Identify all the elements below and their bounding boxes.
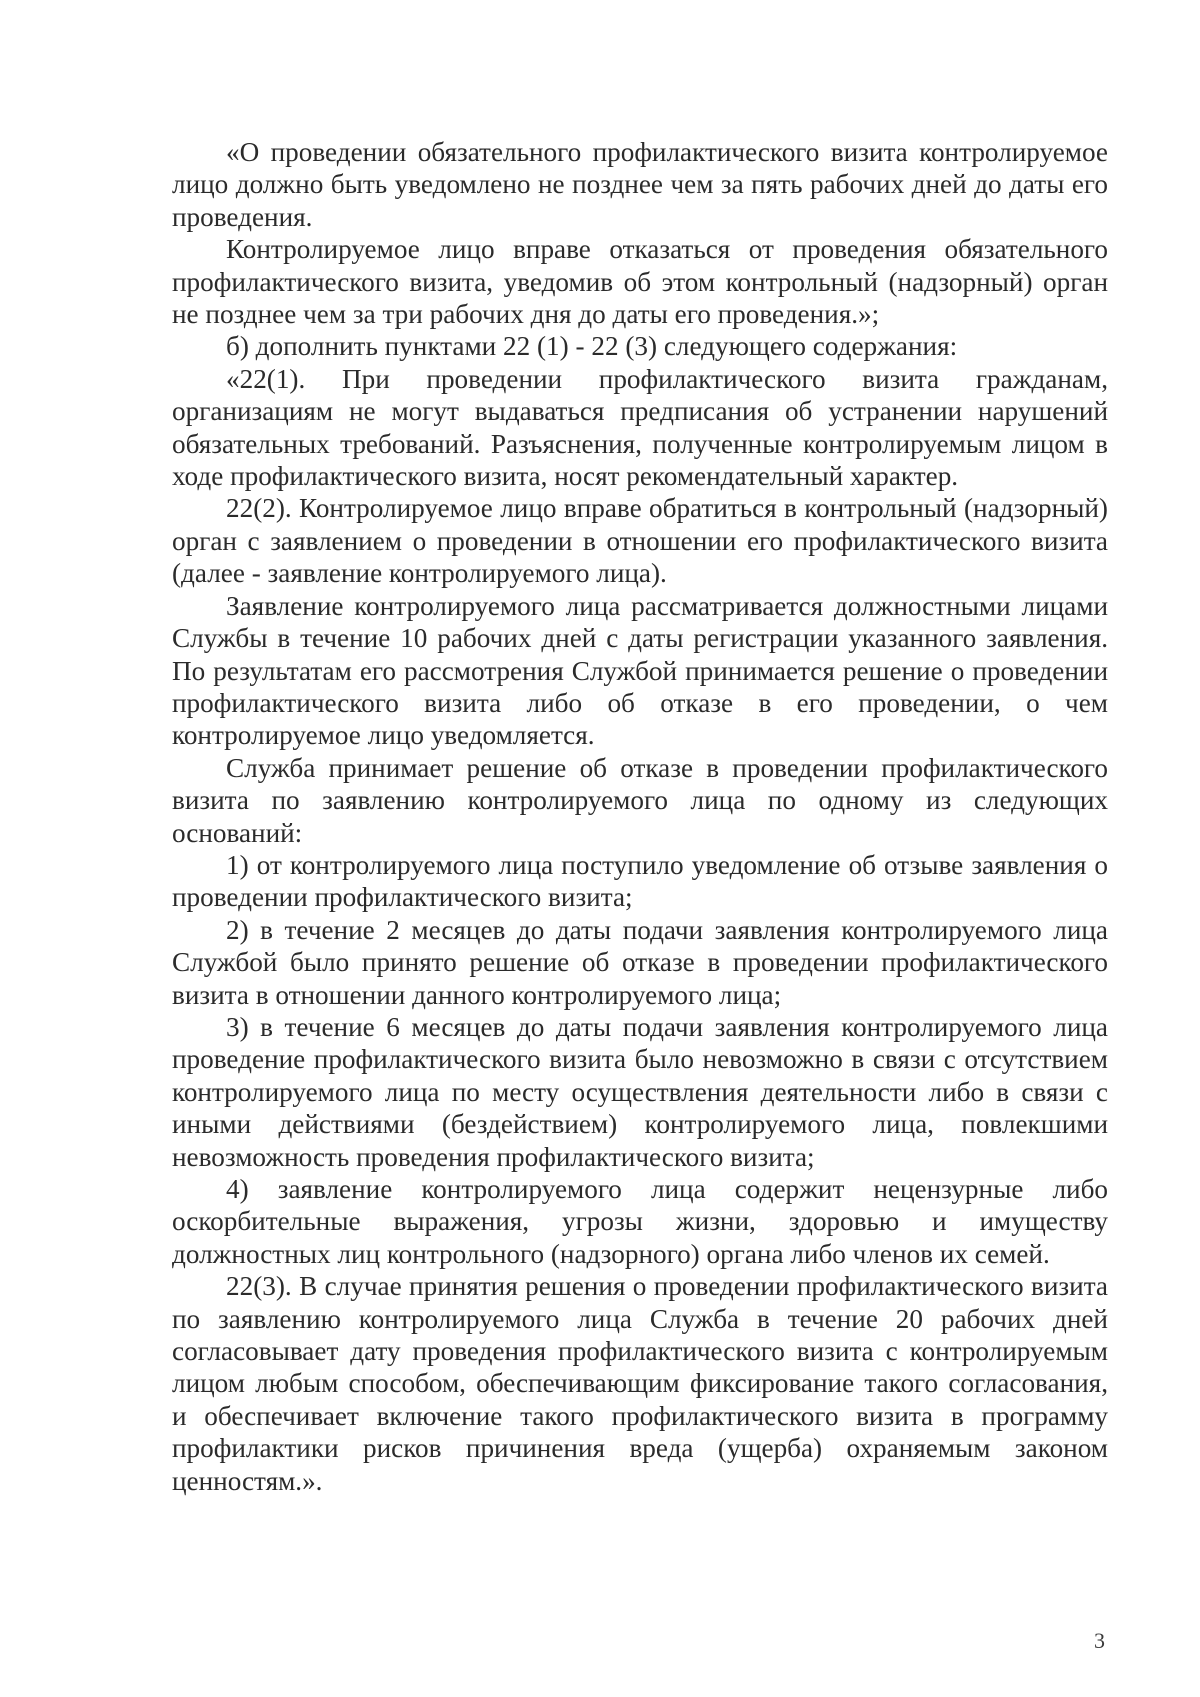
paragraph-amendment-b: б) дополнить пунктами 22 (1) - 22 (3) следующего содержания:: [226, 331, 958, 362]
paragraph-ground-2: 2) в течение 2 месяцев до даты подачи заявления контролируемого лица Службой было принято решение об отказе в проведении профилактического визита в отношении данного контролируемого лица;: [172, 914, 1108, 1010]
document-body: [172, 136, 1108, 1497]
paragraph-ground-4: 4) заявление контролируемого лица содержит нецензурные либо оскорбительные выражения, угрозы жизни, здоровью и имуществу должностных лиц контрольного (надзорного) органа либо членов их семей.: [172, 1174, 1108, 1269]
paragraph-ground-1: 1) от контролируемого лица поступило уведомление об отзыве заявления о проведении профилактического визита;: [172, 849, 1108, 913]
paragraph-right-to-refuse: Контролируемое лицо вправе отказаться от проведения обязательного профилактического визита, уведомив об этом контрольный (надзорный) орган не позднее чем за три рабочих дня до даты его проведения.»;: [172, 234, 1108, 330]
paragraph-refusal-grounds: Служба принимает решение об отказе в проведении профилактического визита по заявлению контролируемого лица по одному из следующих оснований:: [172, 752, 1108, 848]
paragraph-clause-22-3: 22(3). В случае принятия решения о проведении профилактического визита по заявлению контролируемого лица Служба в течение 20 рабочих дней согласовывает дату проведения профилактического визита с контролируемым лицом любым способом, обеспечивающим фиксирование такого согласования, и обеспечивает включение такого профилактического визита в программу профилактики рисков причинения вреда (ущерба) охраняемым законом ценностям.».: [172, 1271, 1108, 1496]
paragraph-notice-mandatory-visit: «О проведении обязательного профилактического визита контролируемое лицо должно быть уведомлено не позднее чем за пять рабочих дней до даты его проведения.: [172, 137, 1108, 232]
page-number: 3: [1094, 1628, 1105, 1653]
paragraph-application-review: Заявление контролируемого лица рассматривается должностными лицами Службы в течение 10 рабочих дней с даты регистрации указанного заявления. По результатам его рассмотрения Службой принимается решение о проведении профилактического визита либо об отказе в его проведении, о чем контролируемое лицо уведомляется.: [172, 590, 1108, 751]
paragraph-clause-22-1: «22(1). При проведении профилактического визита гражданам, организациям не могут выдаваться предписания об устранении нарушений обязательных требований. Разъяснения, полученные контролируемым лицом в ходе профилактического визита, носят рекомендательный характер.: [172, 363, 1108, 492]
paragraph-ground-3: 3) в течение 6 месяцев до даты подачи заявления контролируемого лица проведение профилактического визита было невозможно в связи с отсутствием контролируемого лица по месту осуществления деятельности либо в связи с иными действиями (бездействием) контролируемого лица, повлекшими невозможность проведения профилактического визита;: [172, 1011, 1108, 1172]
paragraph-clause-22-2: 22(2). Контролируемое лицо вправе обратиться в контрольный (надзорный) орган с заявлением о проведении в отношении его профилактического визита (далее - заявление контролируемого лица).: [172, 493, 1108, 589]
